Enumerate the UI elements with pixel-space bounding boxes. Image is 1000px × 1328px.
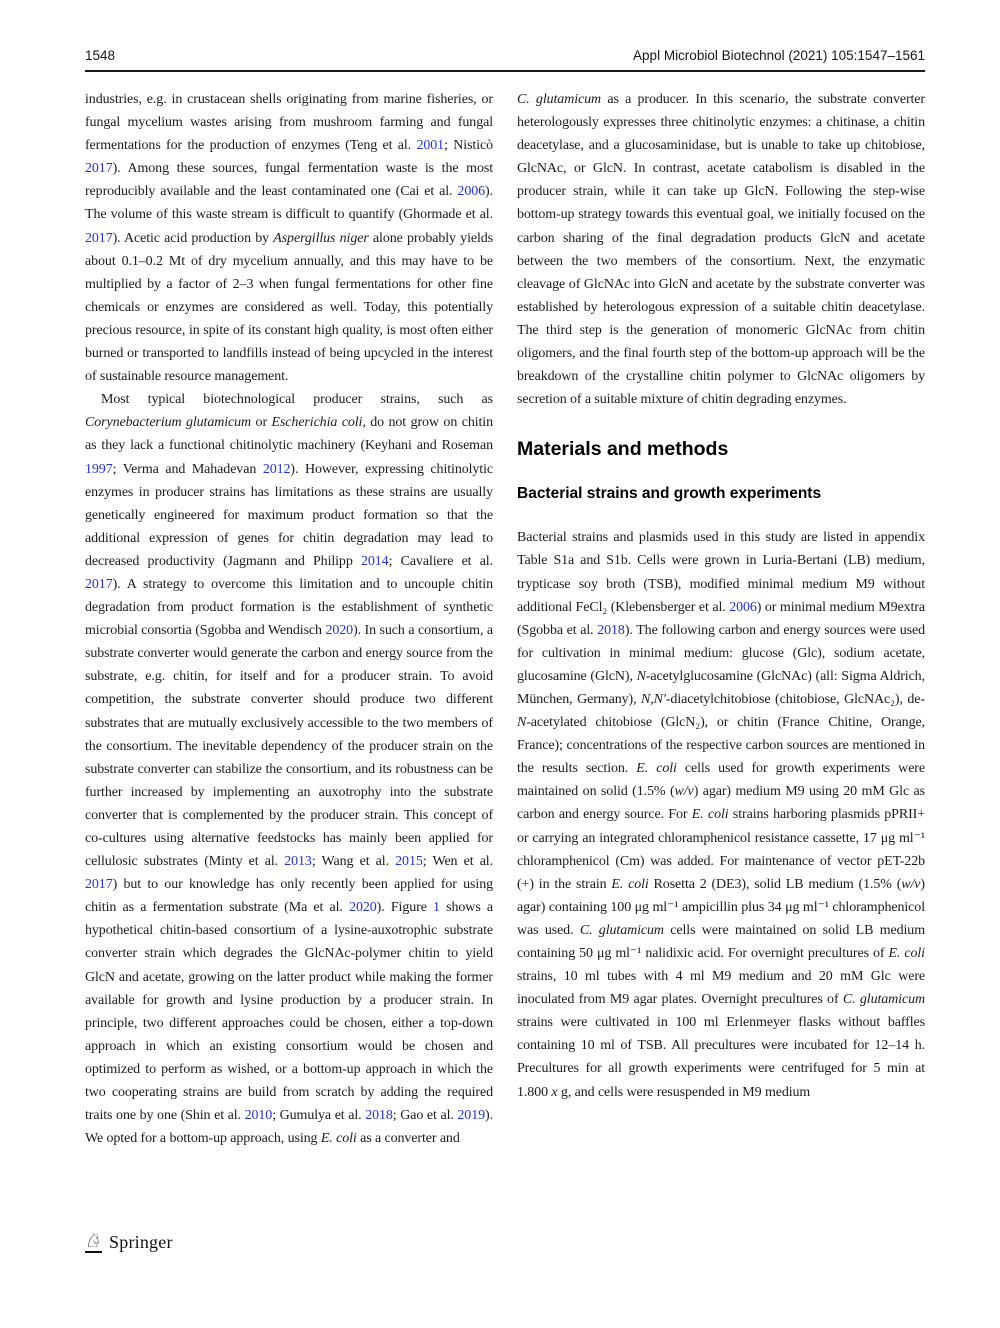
body-text: cells used for growth experiments were maintained on solid (1.5% (	[517, 761, 925, 800]
page-number: 1548	[85, 48, 116, 63]
body-text: ) or minimal medium M9extra (Sgobba et al.	[517, 599, 925, 638]
body-text: shows a hypothetical chitin-based consortium of a lysine-auxotrophic substrate converter strain which degrades the GlcNAc-polymer chitin to yield GlcN and acetate, growing on the latter product while making the former available for growth and lysine production by a producer strain. In principle, two different approaches could be chosen, either a top-down approach in which an existing consortium would be chosen and optimized to perform as wished, or a bottom-up approach in which the two cooperating strains are build from scratch by adding the required traits one by one (Shin et al.	[85, 900, 494, 1124]
paragraph	[85, 88, 493, 388]
body-text: ) agar) containing 100 μg ml⁻¹ ampicillin plus 34 μg ml⁻¹ chloramphenicol was used.	[517, 876, 925, 938]
body-text: ). Among these sources, fungal fermentation waste is the most reproducibly available and the least contaminated one (Cai et al.	[85, 161, 493, 200]
page-header	[85, 48, 925, 63]
citation-link[interactable]: 2017	[85, 230, 113, 246]
body-text: g, and cells were resuspended in M9 medium	[557, 1084, 811, 1100]
body-text: industries, e.g. in crustacean shells originating from marine fisheries, or fungal mycelium wastes arising from mushroom farming and fungal fermentations for the production of enzymes (Teng et al.	[85, 92, 493, 154]
italic-text: N	[517, 715, 527, 731]
body-text: -acetylglucosamine (GlcNAc) (all: Sigma Aldrich, München, Germany),	[517, 668, 925, 707]
italic-text: Aspergillus niger	[273, 230, 369, 246]
body-text: Rosetta 2 (DE3), solid LB medium (1.5% (	[648, 876, 902, 892]
body-text: ). In such a consortium, a substrate converter would generate the carbon and energy source from the substrate, e.g. chitin, for itself and for a producer strain. To avoid competition, the substrate converter should produce two different substrates that are mutually exclusively accessible to the two members of the consortium. The inevitable dependency of the producer strain on the substrate converter can stabilize the consortium, and its robustness can be further increased by implementing an auxotrophy into the substrate converter that is complemented by the producer strain. This concept of co-cultures using alternative feedstocks has mainly been applied for cellulosic substrates (Minty et al.	[85, 623, 493, 870]
body-text: or	[251, 415, 272, 431]
citation-link[interactable]: 2018	[597, 622, 625, 638]
body-text: strains were cultivated in 100 ml Erlenmeyer flasks without baffles containing 10 ml of TSB. All precultures were incubated for 12–14 h. Precultures for all growth experiments were centrifuged for 5 min at 1.800	[517, 1015, 925, 1100]
body-text: -diacetylchitobiose (chitobiose, GlcNAc₂), de-	[665, 691, 925, 707]
italic-text: C. glutamicum	[579, 922, 664, 938]
citation-link[interactable]: 2012	[262, 461, 291, 477]
citation-link[interactable]: 2010	[244, 1108, 273, 1124]
body-text: ). Acetic acid production by	[112, 230, 274, 246]
subsection-heading: Bacterial strains and growth experiments	[517, 485, 822, 503]
springer-logo-icon: ♘	[85, 1230, 103, 1252]
body-text: ; Verma and Mahadevan	[112, 461, 263, 477]
citation-link[interactable]: 2014	[360, 553, 389, 569]
body-text: ). The volume of this waste stream is difficult to quantify (Ghormade et al.	[85, 184, 493, 223]
paragraph	[85, 388, 493, 1150]
italic-text: E. coli	[611, 876, 649, 892]
italic-text: x	[551, 1084, 558, 1100]
body-text: ; Nisticò	[444, 138, 494, 154]
italic-text: C. glutamicum	[842, 992, 925, 1008]
body-text: Most typical biotechnological producer strains, such as	[101, 392, 493, 408]
body-text: as a producer. In this scenario, the substrate converter heterologously expresses three chitinolytic enzymes: a chitinase, a chitin deacetylase, and a glucosaminidase, but is unable to take up chitobiose, GlcNAc, or GlcN. In contrast, acetate catabolism is disabled in the producer strain, while it can take up GlcN. Following the step-wise bottom-up strategy towards this eventual goal, we initially focused on the carbon sharing of the final degradation products GlcN and acetate between the two members of the consortium. Next, the enzymatic cleavage of GlcNAc into GlcN and acetate by the substrate converter was established by heterologous expression of a suitable chitin deacetylase. The third step is the generation of monomeric GlcNAc from chitin oligomers, and the final fourth step of the bottom-up approach will be the breakdown of the crystalline chitin polymer to GlcNAc oligomers by secretion of a suitable mixture of chitin degrading enzymes.	[517, 92, 925, 408]
citation-link[interactable]: 2013	[284, 854, 312, 870]
right-column	[517, 88, 925, 1150]
citation-link[interactable]: 2020	[325, 623, 354, 639]
citation-link[interactable]: 2006	[457, 184, 486, 200]
body-text: ). Figure	[376, 900, 434, 916]
italic-text: w/v	[901, 876, 921, 892]
body-text: ; Gumulya et al.	[272, 1108, 366, 1124]
italic-text: E. coli	[636, 761, 677, 777]
page-footer	[85, 1232, 173, 1253]
citation-link[interactable]: 1	[433, 900, 440, 916]
italic-text: Corynebacterium glutamicum	[85, 415, 252, 431]
section-heading: Materials and methods	[517, 438, 729, 461]
body-text: as a converter and	[356, 1131, 460, 1147]
publisher-name: Springer	[109, 1232, 173, 1252]
paragraph	[517, 526, 925, 1103]
italic-text: N	[636, 668, 646, 684]
body-text: ; Gao et al.	[392, 1108, 458, 1124]
italic-text: N,N′	[641, 691, 666, 707]
citation-link[interactable]: 2019	[457, 1108, 486, 1124]
body-text: ). We opted for a bottom-up approach, using	[85, 1108, 493, 1147]
body-text: strains harboring plasmids pPRII+ or carrying an integrated chloramphenicol resistance cassette, 17 μg ml⁻¹ chloramphenicol (Cm) was added. For maintenance of vector pET-22b (+) in the strain	[517, 807, 925, 892]
body-text: strains, 10 ml tubes with 4 ml M9 medium and 20 mM Glc were inoculated from M9 agar plates. Overnight precultures of	[517, 969, 925, 1008]
body-text: ; Cavaliere et al.	[388, 553, 493, 569]
italic-text: w/v	[674, 784, 694, 800]
body-text: ) agar) medium M9 using 20 mM Glc as carbon and energy source. For	[517, 784, 925, 823]
header-rule	[85, 70, 925, 72]
citation-link[interactable]: 1997	[85, 461, 113, 477]
italic-text: E. coli	[320, 1131, 357, 1147]
body-text: ). However, expressing chitinolytic enzymes in producer strains has limitations as these strains are usually genetically engineered for maximum product formation so that the additional expression of genes for chitin degradation may lead to decreased productivity (Jagmann and Philipp	[85, 461, 493, 569]
body-text: Bacterial strains and plasmids used in this study are listed in appendix Table S1a and S1b. Cells were grown in Luria-Bertani (LB) medium, trypticase soy broth (TSB), modified minimal medium M9 without additional FeCl₂ (Klebensberger et al.	[517, 530, 925, 615]
body-text: -acetylated chitobiose (GlcN₂), or chitin (France Chitine, Orange, France); concentrations of the respective carbon sources are mentioned in the results section.	[517, 715, 925, 777]
citation-link[interactable]: 2017	[85, 877, 113, 893]
body-text: cells were maintained on solid LB medium containing 50 μg ml⁻¹ nalidixic acid. For overnight precultures of	[517, 922, 925, 961]
body-text: ; Wang et al.	[311, 854, 396, 870]
italic-text: E. coli	[691, 807, 729, 823]
body-text: ) but to our knowledge has only recently been applied for using chitin as a fermentation substrate (Ma et al.	[85, 877, 493, 916]
italic-text: C. glutamicum	[517, 92, 602, 107]
body-text: do not grow on chitin as they lack a functional chitinolytic machinery (Keyhani and Roseman	[85, 415, 493, 454]
body-text: ; Wen et al.	[422, 854, 494, 870]
italic-text: Escherichia coli,	[271, 415, 366, 431]
citation-link[interactable]: 2020	[349, 900, 377, 916]
body-text: ). A strategy to overcome this limitation and to uncouple chitin degradation from product formation is the establishment of synthetic microbial consortia (Sgobba and Wendisch	[85, 576, 493, 639]
article-body	[85, 88, 925, 1150]
citation-link[interactable]: 2017	[85, 576, 113, 592]
paragraph	[517, 88, 925, 411]
body-text: alone probably yields about 0.1–0.2 Mt of dry mycelium annually, and this may have to be multiplied by a factor of 2–3 when fungal fermentations for other fine chemicals or enzymes are considered as well. Today, this potentially precious resource, in spite of its constant high quality, is most often either burned or transported to landfills instead of being upcycled in the interest of sustainable resource management.	[85, 230, 494, 385]
citation-link[interactable]: 2015	[395, 854, 423, 870]
citation-link[interactable]: 2006	[729, 599, 757, 615]
left-column	[85, 88, 493, 1150]
journal-ref: Appl Microbiol Biotechnol (2021) 105:1547–1561	[633, 48, 925, 63]
citation-link[interactable]: 2018	[365, 1108, 393, 1124]
italic-text: E. coli	[888, 946, 925, 961]
body-text: ). The following carbon and energy sources were used for cultivation in minimal medium: glucose (Glc), sodium acetate, glucosamine (GlcN),	[517, 622, 925, 684]
citation-link[interactable]: 2001	[416, 138, 445, 154]
citation-link[interactable]: 2017	[85, 161, 113, 177]
